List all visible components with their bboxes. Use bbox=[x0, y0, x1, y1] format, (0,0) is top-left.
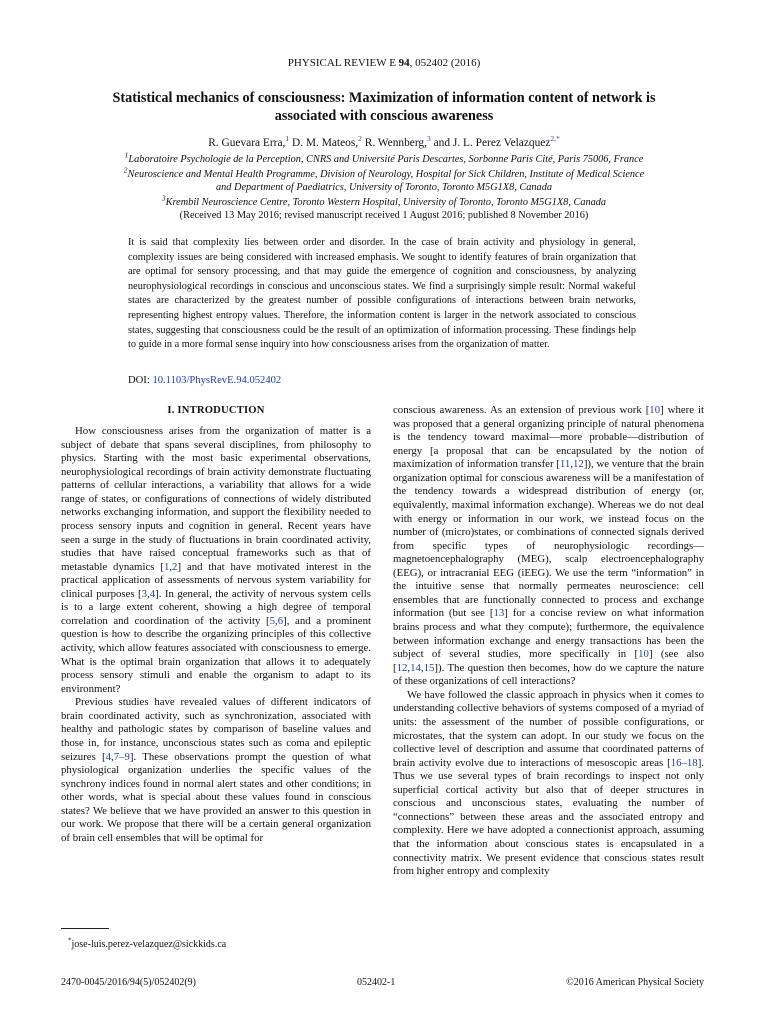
citation-link[interactable]: 12 bbox=[396, 661, 408, 674]
abstract: It is said that complexity lies between order and disorder. In the case of brain activity and physiology in general, complexity issues are being considered with increased emphasis. We sought to identify features of brain organization that are optimal for sensory processing, and that may guide the emergence of cognition and consciousness, by analyzing neurophysiological recordings in conscious and unconscious states. We find a surprisingly simple result: Normal wakeful states are characterized by the greatest number of possible configurations of interactions between brain networks, representing highest entropy values. Therefore, the information content is larger in the network associated to conscious states, suggesting that consciousness could be the result of an optimization of information processing. These findings help to guide in a more formal sense inquiry into how consciousness arises from the organization of matter. bbox=[128, 237, 636, 351]
affiliation-text: Krembil Neuroscience Centre, Toronto Western Hospital, University of Toronto, Toronto M5G1X8, Canada bbox=[165, 197, 607, 208]
doi-link[interactable]: 10.1103/PhysRevE.94.052402 bbox=[152, 375, 282, 386]
affiliation-text: Laboratoire Psychologie de la Perception, CNRS and Université Paris Descartes, Sorbonne Paris Cité, Paris 75006, France bbox=[128, 154, 644, 165]
citation-link[interactable]: 12 bbox=[573, 458, 584, 471]
paragraph: We have followed the classic approach in physics when it comes to understanding collective behaviors of systems composed of a myriad of units: the assessment of the number of possible configurations, or microstates, that the system can adopt. In our study we focus on the collective level of description and assume that coordinated patterns of brain activity evolve due to interactions of mesoscopic areas [16–18]. Thus we use several types of brain recordings to inspect not only superficial cortical activity but also that of deeper structures in conscious and unconscious states, evaluating the number of “connections” between these areas and the associated entropy and complexity. Here we have adopted a connectionist approach, assuming that the information about conscious states is encapsulated in a connectivity matrix. We present evidence that conscious states result from higher entropy and complexity bbox=[393, 688, 704, 878]
corresponding-email[interactable]: jose-luis.perez-velazquez@sickkids.ca bbox=[71, 939, 227, 950]
citation-link[interactable]: 11 bbox=[559, 458, 571, 471]
doi-label: DOI: bbox=[128, 375, 150, 386]
footer-page-number: 052402-1 bbox=[357, 977, 396, 988]
footer-issn: 2470-0045/2016/94(5)/052402(9) bbox=[61, 977, 196, 988]
footnote-rule bbox=[61, 928, 109, 929]
author: R. Wennberg, bbox=[364, 137, 427, 149]
citation-link[interactable]: 4 bbox=[149, 587, 156, 600]
citation-link[interactable]: 5 bbox=[269, 614, 276, 627]
citation-link[interactable]: 3 bbox=[141, 587, 148, 600]
affiliation-1 bbox=[0, 150, 768, 166]
journal-volume: 94 bbox=[398, 57, 410, 69]
author: D. M. Mateos, bbox=[291, 137, 359, 149]
citation-link[interactable]: 16–18 bbox=[670, 756, 698, 769]
paper-title: Statistical mechanics of consciousness: Maximization of information content of network is associated with conscious awareness bbox=[112, 90, 656, 124]
affiliation-text: Neuroscience and Mental Health Programme, Division of Neurology, Hospital for Sick Children, Institute of Medical Science bbox=[127, 169, 645, 180]
author-affiliation-link[interactable]: 2 bbox=[358, 134, 362, 144]
author-affiliation-link[interactable]: 1 bbox=[285, 134, 290, 144]
right-column bbox=[393, 404, 704, 879]
affiliation-number: 3 bbox=[161, 193, 166, 203]
citation-link[interactable]: 4 bbox=[105, 750, 112, 763]
paragraph: Previous studies have revealed values of different indicators of brain coordinated activity, such as synchronization, associated with healthy and pathologic states by comparison of baseline values and those in, for instance, unconscious states such as coma and epileptic seizures [4,7–9]. These observations prompt the question of what physiological organization underlies the specific values of the synchrony indices found in normal alert states and other conditions; in other words, what is special about these values found in conscious states? We believe that we have provided an answer to this question in our work. We propose that there will be a certain general organization of brain cell ensembles that will be optimal for bbox=[61, 696, 371, 844]
doi bbox=[128, 375, 281, 386]
citation-link[interactable]: 15 bbox=[423, 661, 435, 674]
affiliation-number: 1 bbox=[124, 150, 129, 160]
affiliation-2 bbox=[0, 165, 768, 194]
section-heading: I. INTRODUCTION bbox=[167, 405, 265, 416]
affiliation-text: and Department of Paediatrics, University of Toronto, Toronto M5G1X8, Canada bbox=[216, 182, 552, 193]
journal-header: PHYSICAL REVIEW E 94, 052402 (2016) bbox=[287, 57, 481, 69]
author: R. Guevara Erra, bbox=[208, 137, 286, 149]
paragraph: conscious awareness. As an extension of previous work [10] where it was proposed that a general organizing principle of natural phenomena is the tendency toward maximal—more probable—distribution of energy [a proposal that can be encapsulated by the notion of maximization of information transfer [11,12]), we venture that the brain organization optimal for conscious awareness will be a manifestation of the tendency towards a widespread distribution of energy (or, equivalently, maximal information exchange). Whereas we do not deal with energy or information in our work, we instead focus on the number of (micro)states, or combinations of connected signals derived from specific types of neurophysiologic recordings—magnetoencephalography (MEG), scalp electroencephalography (EEG), or intracranial EEG (iEEG). We use the term “information” in the intuitive sense that normally permeates neuroscience: cell ensembles that are functionally connected to process and exchange information (but see [13] for a concise review on what information brains process and what they compute); furthermore, the equivalence between information exchange and energy transactions has been the subject of several studies, more specifically in [10] (see also [12,14,15]). The question then becomes, how do we capture the nature of these organizations of cell interactions? bbox=[393, 404, 705, 688]
author-affiliation-link[interactable]: 2,* bbox=[550, 134, 560, 144]
citation-link[interactable]: 7–9 bbox=[113, 750, 130, 763]
journal-article: 052402 (2016) bbox=[415, 57, 481, 69]
author: and J. L. Perez Velazquez bbox=[433, 137, 551, 149]
citation-link[interactable]: 10 bbox=[649, 404, 661, 416]
citation-link[interactable]: 2 bbox=[172, 560, 178, 573]
journal-name: PHYSICAL REVIEW E bbox=[287, 57, 396, 69]
citation-link[interactable]: 13 bbox=[493, 607, 505, 620]
footer-copyright: ©2016 American Physical Society bbox=[566, 977, 704, 988]
received-dates: (Received 13 May 2016; revised manuscript received 1 August 2016; published 8 November 2016) bbox=[179, 210, 589, 221]
corresponding-author-footnote bbox=[68, 936, 227, 950]
author-affiliation-link[interactable]: 3 bbox=[426, 134, 431, 144]
left-column bbox=[61, 425, 371, 845]
affiliation-number: 2 bbox=[123, 165, 128, 175]
citation-link[interactable]: 14 bbox=[410, 661, 421, 674]
citation-link[interactable]: 1 bbox=[163, 560, 170, 573]
affiliation-3 bbox=[0, 193, 768, 209]
citation-link[interactable]: 10 bbox=[638, 648, 649, 661]
paragraph: How consciousness arises from the organization of matter is a subject of debate that spans several disciplines, from philosophy to physics. Starting with the most basic experimental observations, neurophysiological recordings of brain activity demonstrate fluctuating patterns of cellular interactions, a variability that allows for a wide range of states, or configurations of connections of widely distributed networks exchanging information, and support the flexibility needed to process sensory inputs and cognition in general. Recent years have seen a surge in the study of fluctuations in brain coordinated activity, studies that have raised conceptual frameworks such as that of metastable dynamics [1,2] and that have motivated interest in the practical application of assessments of nervous system variability for clinical purposes [3,4]. In general, the activity of nervous system cells is to a large extent coherent, showing a high degree of temporal correlation and coordination of the activity [5,6], and a prominent question is how to describe the organizing principles of this collective activity, which allow features associated with consciousness to emerge. What is the optimal brain organization that allows it to adequately process sensory stimuli and enable the organism to adapt to its environment? bbox=[61, 425, 372, 695]
citation-link[interactable]: 6 bbox=[277, 614, 284, 627]
author-list bbox=[0, 134, 768, 149]
footnote-mark: * bbox=[68, 936, 72, 945]
